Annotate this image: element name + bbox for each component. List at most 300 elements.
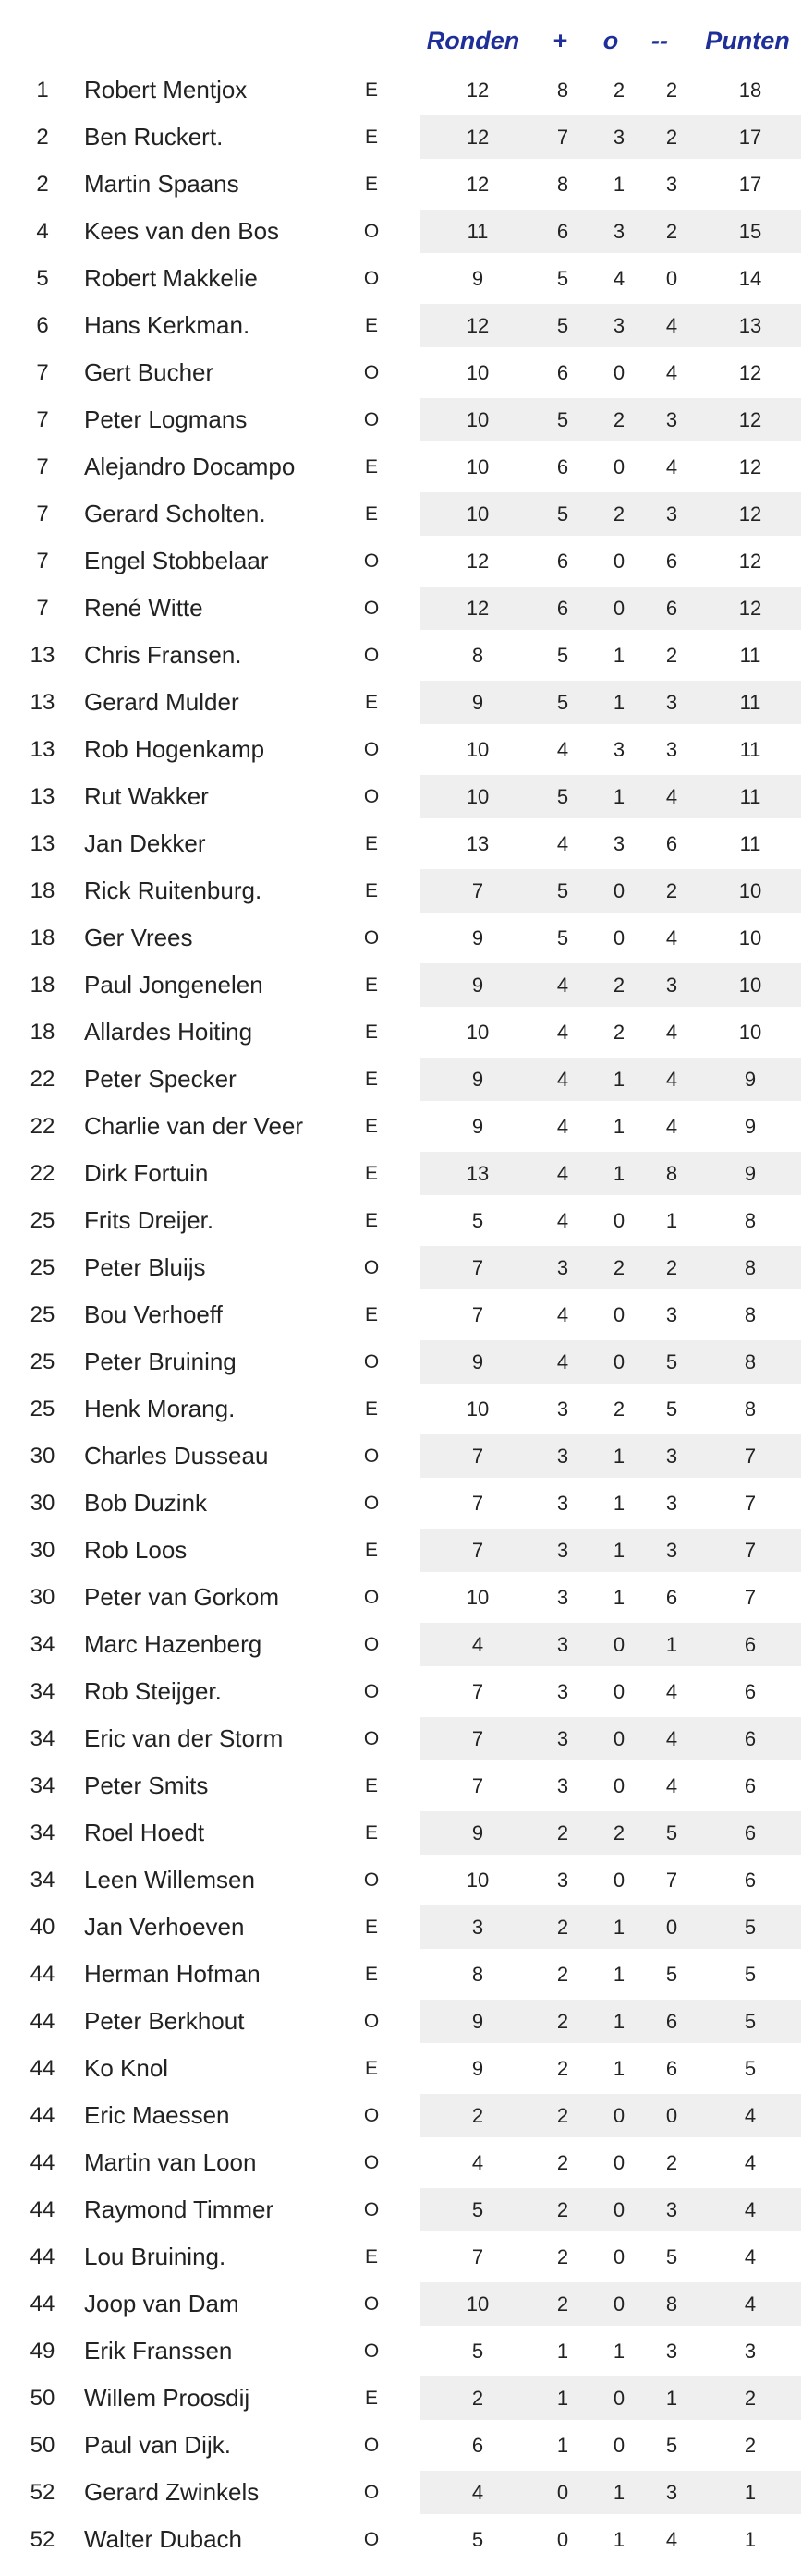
player-name: Rob Steijger. — [84, 1677, 222, 1705]
draws-cell: 2 — [613, 974, 626, 997]
table-row — [0, 490, 802, 538]
rounds-cell: 10 — [466, 408, 490, 431]
table-row — [0, 1951, 802, 1998]
points-cell: 12 — [738, 597, 762, 620]
group-cell: O — [363, 409, 380, 430]
points-cell: 11 — [739, 785, 761, 808]
rounds-cell: 7 — [471, 1680, 484, 1703]
player-name: Engel Stobbelaar — [84, 547, 269, 574]
losses-cell: 3 — [665, 1539, 678, 1562]
table-row — [0, 1998, 802, 2045]
draws-cell: 0 — [613, 1209, 626, 1232]
points-cell: 10 — [738, 974, 762, 997]
rounds-cell: 9 — [471, 1115, 484, 1138]
rounds-cell: 10 — [466, 785, 490, 808]
wins-cell: 3 — [556, 1633, 569, 1656]
points-cell: 12 — [738, 502, 762, 526]
draws-cell: 1 — [613, 644, 626, 667]
position-cell: 40 — [30, 1915, 55, 1940]
group-cell: O — [363, 1445, 380, 1467]
draws-cell: 1 — [613, 2528, 626, 2551]
position-cell: 7 — [36, 360, 49, 385]
wins-cell: 1 — [556, 2434, 569, 2457]
draws-cell: 0 — [613, 2151, 626, 2174]
wins-cell: 2 — [556, 2198, 569, 2221]
player-name: Lou Bruining. — [84, 2243, 226, 2270]
rounds-cell: 12 — [466, 597, 490, 620]
wins-cell: 3 — [556, 1492, 569, 1515]
table-header — [0, 0, 802, 67]
points-cell: 7 — [744, 1445, 757, 1468]
player-name: Erik Franssen — [84, 2337, 233, 2364]
points-cell: 17 — [738, 173, 762, 196]
losses-cell: 3 — [665, 1445, 678, 1468]
table-row — [0, 208, 802, 255]
points-cell: 4 — [744, 2245, 757, 2268]
draws-cell: 1 — [613, 1068, 626, 1091]
losses-cell: 2 — [665, 2151, 678, 2174]
position-cell: 18 — [30, 1020, 55, 1045]
table-row — [0, 1103, 802, 1150]
table-row — [0, 538, 802, 585]
points-cell: 14 — [738, 267, 762, 290]
group-cell: O — [363, 1351, 380, 1373]
points-cell: 6 — [744, 1727, 757, 1750]
rounds-cell: 10 — [466, 1586, 490, 1609]
player-name: Ger Vrees — [84, 924, 193, 951]
points-cell: 8 — [744, 1397, 757, 1421]
table-row — [0, 726, 802, 773]
wins-cell: 4 — [556, 738, 569, 761]
losses-cell: 3 — [665, 2340, 678, 2363]
losses-cell: 2 — [665, 220, 678, 243]
position-cell: 44 — [30, 2292, 55, 2316]
draws-cell: 1 — [613, 1963, 626, 1986]
wins-cell: 5 — [556, 926, 569, 949]
losses-cell: 6 — [665, 550, 678, 573]
draws-cell: 0 — [613, 2198, 626, 2221]
position-cell: 18 — [30, 878, 55, 903]
rounds-cell: 9 — [471, 1350, 484, 1373]
table-row — [0, 1385, 802, 1433]
rounds-cell: 12 — [466, 314, 490, 337]
group-cell: O — [363, 739, 380, 760]
position-cell: 50 — [30, 2386, 55, 2411]
position-cell: 44 — [30, 2244, 55, 2269]
draws-cell: 0 — [613, 2245, 626, 2268]
draws-cell: 0 — [613, 2434, 626, 2457]
position-cell: 25 — [30, 1302, 55, 1327]
draws-cell: 3 — [613, 832, 626, 855]
table-row — [0, 161, 802, 208]
table-row — [0, 679, 802, 726]
header-rounds: Ronden — [426, 27, 520, 54]
rounds-cell: 6 — [471, 2434, 484, 2457]
points-cell: 6 — [744, 1821, 757, 1844]
losses-cell: 2 — [665, 644, 678, 667]
draws-cell: 3 — [613, 738, 626, 761]
group-cell: O — [363, 1493, 380, 1514]
losses-cell: 5 — [665, 1350, 678, 1373]
player-name: Peter van Gorkom — [84, 1583, 279, 1611]
player-name: Hans Kerkman. — [84, 311, 250, 339]
wins-cell: 0 — [556, 2528, 569, 2551]
table-body — [0, 67, 802, 2563]
player-name: Gert Bucher — [84, 358, 214, 386]
points-cell: 4 — [744, 2292, 757, 2316]
points-cell: 2 — [744, 2434, 757, 2457]
table-row — [0, 114, 802, 161]
group-cell: O — [363, 1728, 380, 1749]
group-cell: E — [364, 1398, 378, 1420]
draws-cell: 3 — [613, 314, 626, 337]
table-row — [0, 1904, 802, 1951]
draws-cell: 0 — [613, 1633, 626, 1656]
position-cell: 7 — [36, 549, 49, 574]
group-cell: E — [364, 1210, 378, 1231]
table-row — [0, 2233, 802, 2280]
player-name: Peter Bruining — [84, 1348, 237, 1375]
rounds-cell: 9 — [471, 691, 484, 714]
group-cell: E — [364, 880, 378, 901]
table-row — [0, 632, 802, 679]
wins-cell: 5 — [556, 785, 569, 808]
draws-cell: 0 — [613, 361, 626, 384]
wins-cell: 4 — [556, 1021, 569, 1044]
position-cell: 5 — [36, 266, 49, 291]
table-row — [0, 1574, 802, 1621]
rounds-cell: 7 — [471, 879, 484, 902]
player-name: Herman Hofman — [84, 1960, 261, 1988]
draws-cell: 0 — [613, 597, 626, 620]
points-cell: 4 — [744, 2104, 757, 2127]
wins-cell: 6 — [556, 597, 569, 620]
losses-cell: 3 — [665, 408, 678, 431]
table-row — [0, 961, 802, 1009]
table-row — [0, 2092, 802, 2139]
table-row — [0, 1762, 802, 1809]
losses-cell: 4 — [665, 314, 678, 337]
player-name: Martin Spaans — [84, 170, 239, 198]
player-name: Bob Duzink — [84, 1489, 207, 1517]
draws-cell: 1 — [613, 1586, 626, 1609]
group-cell: O — [363, 2435, 380, 2456]
player-name: Eric Maessen — [84, 2101, 230, 2129]
group-cell: E — [364, 127, 378, 148]
group-cell: O — [363, 598, 380, 619]
rounds-cell: 4 — [471, 2481, 484, 2504]
group-cell: E — [364, 1540, 378, 1561]
losses-cell: 5 — [665, 1397, 678, 1421]
player-name: Martin van Loon — [84, 2148, 257, 2176]
losses-cell: 4 — [665, 1774, 678, 1797]
group-cell: O — [363, 550, 380, 572]
header-draws: o — [602, 27, 619, 54]
points-cell: 11 — [739, 644, 761, 667]
losses-cell: 3 — [665, 2198, 678, 2221]
group-cell: O — [363, 221, 380, 242]
group-cell: O — [363, 927, 380, 949]
group-cell: O — [363, 268, 380, 289]
points-cell: 10 — [738, 879, 762, 902]
position-cell: 22 — [30, 1161, 55, 1186]
draws-cell: 1 — [613, 1445, 626, 1468]
group-cell: O — [363, 2105, 380, 2126]
position-cell: 25 — [30, 1208, 55, 1233]
rounds-cell: 9 — [471, 974, 484, 997]
group-cell: E — [364, 1022, 378, 1043]
draws-cell: 2 — [613, 1021, 626, 1044]
player-name: Peter Logmans — [84, 405, 248, 433]
player-name: Peter Smits — [84, 1772, 209, 1799]
rounds-cell: 5 — [471, 2340, 484, 2363]
header-points: Punten — [705, 27, 790, 54]
group-cell: O — [363, 645, 380, 666]
group-cell: E — [364, 1069, 378, 1090]
group-cell: E — [364, 833, 378, 854]
header-wins: + — [553, 27, 567, 54]
draws-cell: 1 — [613, 1539, 626, 1562]
group-cell: O — [363, 1869, 380, 1891]
losses-cell: 7 — [665, 1869, 678, 1892]
draws-cell: 1 — [613, 2010, 626, 2033]
draws-cell: 2 — [613, 1256, 626, 1279]
position-cell: 25 — [30, 1349, 55, 1374]
position-cell: 44 — [30, 2150, 55, 2175]
player-name: Raymond Timmer — [84, 2195, 274, 2223]
wins-cell: 2 — [556, 2151, 569, 2174]
wins-cell: 3 — [556, 1397, 569, 1421]
points-cell: 12 — [738, 550, 762, 573]
wins-cell: 4 — [556, 1350, 569, 1373]
position-cell: 49 — [30, 2339, 55, 2364]
points-cell: 10 — [738, 1021, 762, 1044]
losses-cell: 3 — [665, 974, 678, 997]
points-cell: 7 — [744, 1492, 757, 1515]
rounds-cell: 10 — [466, 455, 490, 478]
points-cell: 6 — [744, 1680, 757, 1703]
player-name: Paul van Dijk. — [84, 2431, 231, 2459]
table-row — [0, 1856, 802, 1904]
points-cell: 8 — [744, 1350, 757, 1373]
position-cell: 30 — [30, 1585, 55, 1610]
group-cell: O — [363, 1587, 380, 1608]
losses-cell: 1 — [665, 1209, 678, 1232]
player-name: Robert Mentjox — [84, 76, 248, 103]
rounds-cell: 3 — [471, 1916, 484, 1939]
losses-cell: 5 — [665, 1963, 678, 1986]
table-row — [0, 2139, 802, 2186]
table-row — [0, 1244, 802, 1291]
group-cell: E — [364, 503, 378, 525]
losses-cell: 4 — [665, 1115, 678, 1138]
table-row — [0, 1009, 802, 1056]
wins-cell: 2 — [556, 2245, 569, 2268]
player-name: Roel Hoedt — [84, 1819, 205, 1846]
losses-cell: 3 — [665, 691, 678, 714]
draws-cell: 1 — [613, 1492, 626, 1515]
rounds-cell: 2 — [471, 2387, 484, 2410]
draws-cell: 2 — [613, 408, 626, 431]
rounds-cell: 10 — [466, 1021, 490, 1044]
position-cell: 13 — [30, 831, 55, 856]
player-name: Eric van der Storm — [84, 1724, 284, 1752]
table-row — [0, 2422, 802, 2469]
points-cell: 12 — [738, 361, 762, 384]
table-row — [0, 867, 802, 914]
group-cell: E — [364, 1964, 378, 1985]
rounds-cell: 13 — [466, 832, 490, 855]
header-losses: -- — [651, 27, 668, 54]
player-name: Ko Knol — [84, 2054, 169, 2082]
losses-cell: 0 — [665, 2104, 678, 2127]
rounds-cell: 4 — [471, 2151, 484, 2174]
points-cell: 18 — [738, 79, 762, 102]
wins-cell: 4 — [556, 1209, 569, 1232]
player-name: René Witte — [84, 594, 203, 622]
table-row — [0, 585, 802, 632]
group-cell: E — [364, 2388, 378, 2409]
player-name: Peter Bluijs — [84, 1253, 206, 1281]
table-row — [0, 1527, 802, 1574]
position-cell: 18 — [30, 925, 55, 950]
losses-cell: 0 — [665, 1916, 678, 1939]
draws-cell: 1 — [613, 1115, 626, 1138]
wins-cell: 6 — [556, 220, 569, 243]
rounds-cell: 10 — [466, 1869, 490, 1892]
points-cell: 8 — [744, 1209, 757, 1232]
player-name: Gerard Zwinkels — [84, 2478, 260, 2506]
draws-cell: 1 — [613, 173, 626, 196]
table-row — [0, 1715, 802, 1762]
points-cell: 12 — [738, 408, 762, 431]
points-cell: 15 — [738, 220, 762, 243]
group-cell: O — [363, 362, 380, 383]
draws-cell: 0 — [613, 2104, 626, 2127]
rounds-cell: 7 — [471, 1539, 484, 1562]
points-cell: 9 — [744, 1162, 757, 1185]
wins-cell: 5 — [556, 644, 569, 667]
position-cell: 44 — [30, 1962, 55, 1987]
player-name: Rut Wakker — [84, 782, 209, 810]
rounds-cell: 7 — [471, 1303, 484, 1326]
draws-cell: 0 — [613, 2387, 626, 2410]
player-name: Rob Loos — [84, 1536, 188, 1564]
group-cell: E — [364, 79, 378, 101]
wins-cell: 5 — [556, 502, 569, 526]
losses-cell: 0 — [665, 267, 678, 290]
position-cell: 34 — [30, 1632, 55, 1657]
position-cell: 25 — [30, 1255, 55, 1280]
player-name: Gerard Scholten. — [84, 500, 266, 527]
losses-cell: 4 — [665, 361, 678, 384]
draws-cell: 0 — [613, 1869, 626, 1892]
draws-cell: 0 — [613, 455, 626, 478]
losses-cell: 3 — [665, 1492, 678, 1515]
position-cell: 30 — [30, 1491, 55, 1516]
table-row — [0, 443, 802, 490]
wins-cell: 2 — [556, 2104, 569, 2127]
wins-cell: 6 — [556, 361, 569, 384]
wins-cell: 0 — [556, 2481, 569, 2504]
draws-cell: 2 — [613, 1821, 626, 1844]
rounds-cell: 12 — [466, 79, 490, 102]
player-name: Walter Dubach — [84, 2525, 242, 2553]
losses-cell: 1 — [665, 1633, 678, 1656]
losses-cell: 8 — [665, 2292, 678, 2316]
points-cell: 5 — [744, 2057, 757, 2080]
player-name: Frits Dreijer. — [84, 1206, 214, 1234]
points-cell: 6 — [744, 1633, 757, 1656]
rounds-cell: 2 — [471, 2104, 484, 2127]
table-row — [0, 1480, 802, 1527]
draws-cell: 1 — [613, 785, 626, 808]
losses-cell: 3 — [665, 502, 678, 526]
wins-cell: 5 — [556, 408, 569, 431]
wins-cell: 4 — [556, 1115, 569, 1138]
table-row — [0, 914, 802, 961]
table-row — [0, 67, 802, 114]
position-cell: 13 — [30, 737, 55, 762]
rounds-cell: 7 — [471, 1445, 484, 1468]
draws-cell: 1 — [613, 2057, 626, 2080]
group-cell: E — [364, 456, 378, 478]
draws-cell: 1 — [613, 2481, 626, 2504]
draws-cell: 0 — [613, 1727, 626, 1750]
player-name: Kees van den Bos — [84, 217, 280, 245]
rounds-cell: 9 — [471, 2010, 484, 2033]
table-row — [0, 1056, 802, 1103]
points-cell: 8 — [744, 1303, 757, 1326]
player-name: Jan Verhoeven — [84, 1913, 245, 1941]
rounds-cell: 9 — [471, 1821, 484, 1844]
wins-cell: 3 — [556, 1586, 569, 1609]
draws-cell: 0 — [613, 1774, 626, 1797]
points-cell: 7 — [744, 1539, 757, 1562]
position-cell: 7 — [36, 596, 49, 621]
table-row — [0, 2186, 802, 2233]
position-cell: 34 — [30, 1868, 55, 1893]
wins-cell: 5 — [556, 879, 569, 902]
group-cell: E — [364, 174, 378, 195]
player-name: Rick Ruitenburg. — [84, 877, 262, 904]
group-cell: O — [363, 786, 380, 807]
losses-cell: 4 — [665, 785, 678, 808]
points-cell: 11 — [739, 738, 761, 761]
losses-cell: 6 — [665, 597, 678, 620]
group-cell: O — [363, 2199, 380, 2220]
wins-cell: 8 — [556, 173, 569, 196]
group-cell: O — [363, 2293, 380, 2315]
losses-cell: 3 — [665, 2481, 678, 2504]
group-cell: O — [363, 1634, 380, 1655]
group-cell: O — [363, 2482, 380, 2503]
losses-cell: 8 — [665, 1162, 678, 1185]
position-cell: 7 — [36, 502, 49, 526]
position-cell: 52 — [30, 2480, 55, 2505]
rounds-cell: 5 — [471, 2528, 484, 2551]
player-name: Marc Hazenberg — [84, 1630, 262, 1658]
table-row — [0, 2280, 802, 2328]
player-name: Charlie van der Veer — [84, 1112, 304, 1140]
draws-cell: 0 — [613, 1350, 626, 1373]
rounds-cell: 8 — [471, 1963, 484, 1986]
points-cell: 7 — [744, 1586, 757, 1609]
points-cell: 5 — [744, 2010, 757, 2033]
rounds-cell: 13 — [466, 1162, 490, 1185]
draws-cell: 0 — [613, 550, 626, 573]
wins-cell: 2 — [556, 2010, 569, 2033]
